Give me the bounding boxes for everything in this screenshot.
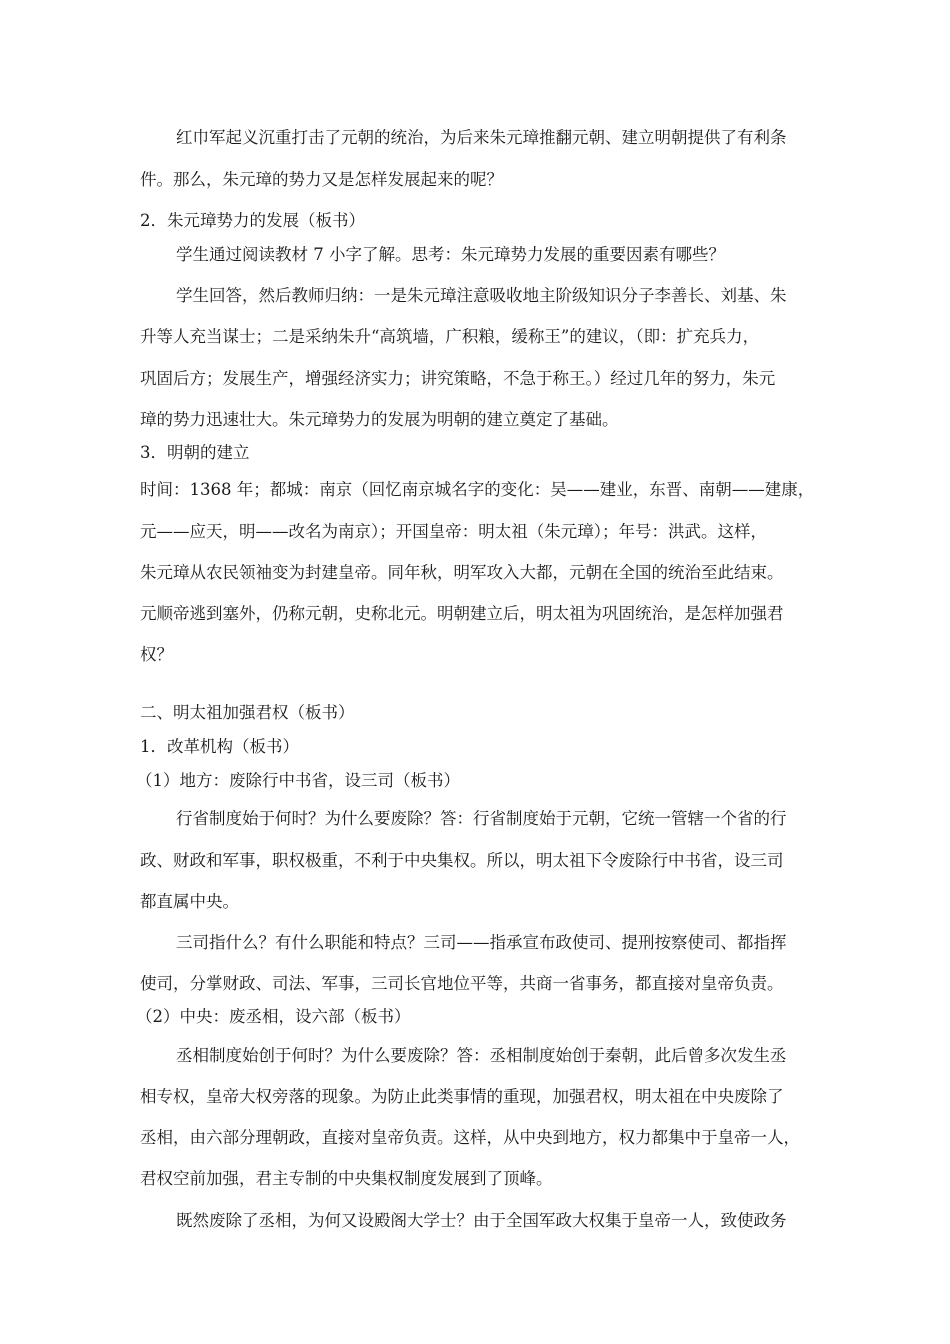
section-heading: （1）地方：废除行中书省，设三司（板书） bbox=[136, 771, 460, 790]
section-heading: 1．改革机构（板书） bbox=[140, 737, 299, 756]
paragraph-line: 既然废除了丞相，为何又设殿阁大学士？由于全国军政大权集于皇帝一人，致使政务 bbox=[176, 1211, 787, 1230]
paragraph-line: 政、财政和军事，职权极重，不利于中央集权。所以，明太祖下令废除行中书省，设三司 bbox=[140, 851, 784, 870]
paragraph-line: 学生通过阅读教材 7 小字了解。思考：朱元璋势力发展的重要因素有哪些？ bbox=[176, 245, 725, 264]
section-heading: （2）中央：废丞相，设六部（板书） bbox=[136, 1007, 411, 1026]
paragraph-line: 升等人充当谋士；二是采纳朱升“高筑墙，广积粮，缓称王”的建议，（即：扩充兵力， bbox=[140, 327, 760, 346]
paragraph-line: 使司，分掌财政、司法、军事，三司长官地位平等，共商一省事务，都直接对皇帝负责。 bbox=[140, 974, 784, 993]
paragraph-line: 件。那么，朱元璋的势力又是怎样发展起来的呢？ bbox=[140, 170, 503, 189]
paragraph-line: 时间：1368 年；都城：南京（回忆南京城名字的变化：吴——建业，东晋、南朝——建康， bbox=[140, 480, 815, 499]
section-heading: 2．朱元璋势力的发展（板书） bbox=[140, 211, 365, 230]
paragraph-line: 元顺帝逃到塞外，仍称元朝，史称北元。明朝建立后，明太祖为巩固统治，是怎样加强君 bbox=[140, 604, 784, 623]
paragraph-line: 三司指什么？有什么职能和特点？三司——指承宣布政使司、提刑按察使司、都指挥 bbox=[176, 933, 787, 952]
paragraph-line: 红巾军起义沉重打击了元朝的统治，为后来朱元璋推翻元朝、建立明朝提供了有利条 bbox=[176, 128, 787, 147]
paragraph-line: 行省制度始于何时？为什么要废除？答：行省制度始于元朝，它统一管辖一个省的行 bbox=[176, 809, 787, 828]
paragraph-line: 元——应天，明——改名为南京）；开国皇帝：明太祖（朱元璋）；年号：洪武。这样， bbox=[140, 522, 767, 541]
section-heading: 二、明太祖加强君权（板书） bbox=[140, 703, 355, 722]
paragraph-line: 君权空前加强，君主专制的中央集权制度发展到了顶峰。 bbox=[140, 1169, 553, 1188]
paragraph-line: 权？ bbox=[140, 645, 173, 664]
paragraph-line: 相专权，皇帝大权旁落的现象。为防止此类事情的重现，加强君权，明太祖在中央废除了 bbox=[140, 1087, 784, 1106]
paragraph-line: 巩固后方；发展生产，增强经济实力；讲究策略，不急于称王。）经过几年的努力，朱元 bbox=[140, 369, 776, 388]
paragraph-line: 丞相制度始创于何时？为什么要废除？答：丞相制度始创于秦朝，此后曾多次发生丞 bbox=[176, 1046, 787, 1065]
paragraph-line: 丞相，由六部分理朝政，直接对皇帝负责。这样，从中央到地方，权力都集中于皇帝一人， bbox=[140, 1128, 800, 1147]
paragraph-line: 璋的势力迅速壮大。朱元璋势力的发展为明朝的建立奠定了基础。 bbox=[140, 410, 619, 429]
paragraph-line: 学生回答，然后教师归纳：一是朱元璋注意吸收地主阶级知识分子李善长、刘基、朱 bbox=[176, 286, 787, 305]
paragraph-line: 都直属中央。 bbox=[140, 892, 239, 911]
section-heading: 3．明朝的建立 bbox=[140, 443, 250, 462]
paragraph-line: 朱元璋从农民领袖变为封建皇帝。同年秋，明军攻入大都，元朝在全国的统治至此结束。 bbox=[140, 563, 784, 582]
